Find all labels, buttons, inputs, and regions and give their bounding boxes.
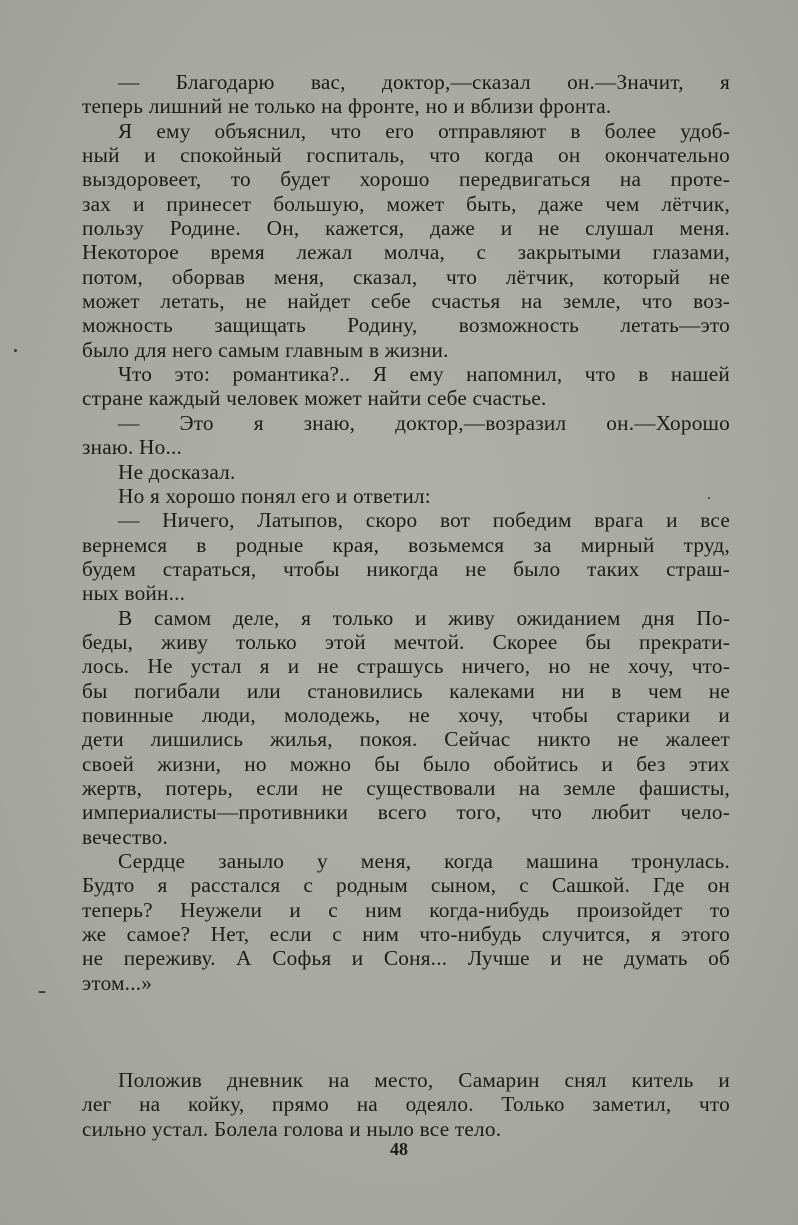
text-line: лось. Не устал я и не страшусь ничего, но не хочу, что- — [82, 654, 730, 679]
text-line: пользу Родине. Он, кажется, даже и не слушал меня. — [82, 216, 730, 241]
text-line: выздоровеет, то будет хорошо передвигаться на проте- — [82, 167, 730, 192]
text-line: Сердце заныло у меня, когда машина тронулась. — [118, 849, 730, 873]
text-line: может летать, не найдет себе счастья на земле, что воз- — [82, 289, 730, 314]
print-speck — [708, 497, 710, 499]
paragraph — [82, 508, 730, 605]
text-line: сильно устал. Болела голова и ныло все тело. — [82, 1116, 502, 1141]
text-line: же самое? Нет, если с ним что-нибудь случится, я этого — [82, 922, 730, 947]
text-line: беды, живу только этой мечтой. Скорее бы прекрати- — [82, 629, 730, 654]
text-line: Будто я расстался с родным сыном, с Сашкой. Где он — [82, 873, 730, 898]
paragraph-gap — [82, 995, 730, 1068]
paragraph — [82, 849, 730, 995]
text-line: вечество. — [82, 824, 168, 849]
text-line: потом, оборвав меня, сказал, что лётчик, который не — [82, 264, 730, 289]
text-line: знаю. Но... — [82, 435, 183, 460]
text-line: зах и принесет большую, может быть, даже чем лётчик, — [82, 191, 730, 216]
paragraph — [82, 411, 730, 460]
text-line: жертв, потерь, если не существовали на земле фашисты, — [82, 775, 730, 800]
text-line: стране каждый человек может найти себе счастье. — [82, 386, 547, 411]
text-line: ных войн... — [82, 581, 186, 606]
print-speck — [38, 991, 46, 993]
body-text — [82, 70, 730, 1141]
text-line: ный и спокойный госпиталь, что когда он окончательно — [82, 143, 730, 168]
text-line: лег на койку, прямо на одеяло. Только заметил, что — [82, 1092, 730, 1117]
text-line: Что это: романтика?.. Я ему напомнил, что в нашей — [118, 362, 730, 387]
page-number: 48 — [390, 1139, 408, 1159]
text-line: будем стараться, чтобы никогда не было таких страш- — [82, 556, 730, 581]
paragraph — [82, 606, 730, 849]
paragraph — [82, 119, 730, 362]
paragraph — [82, 484, 730, 508]
paragraph — [82, 70, 730, 119]
text-line: было для него самым главным в жизни. — [82, 337, 449, 362]
text-line: бы погибали или становились калеками ни в чем не — [82, 678, 730, 703]
text-line: теперь лишний не только на фронте, но и вблизи фронта. — [82, 94, 612, 119]
text-line: этом...» — [82, 970, 153, 995]
text-line: повинные люди, молодежь, не хочу, чтобы старики и — [82, 702, 730, 727]
text-line: Положив дневник на место, Самарин снял китель и — [118, 1068, 730, 1093]
text-line: можность защищать Родину, возможность летать—это — [82, 313, 730, 338]
text-line: империалисты—противники всего того, что любит чело- — [82, 800, 730, 825]
paragraph — [82, 1068, 730, 1141]
text-line: своей жизни, но можно бы было обойтись и без этих — [82, 751, 730, 776]
print-speck — [14, 349, 17, 352]
paragraph — [82, 460, 730, 484]
text-line: Не досказал. — [118, 459, 236, 484]
paragraph — [82, 362, 730, 411]
text-line: не переживу. А Софья и Соня... Лучше и не думать об — [82, 946, 730, 971]
text-line: вернемся в родные края, возьмемся за мирный труд, — [82, 532, 730, 557]
text-line: Некоторое время лежал молча, с закрытыми глазами, — [82, 240, 730, 265]
text-line: — Ничего, Латыпов, скоро вот победим врага и все — [118, 508, 730, 533]
text-line: Но я хорошо понял его и ответил: — [118, 483, 431, 508]
text-line: теперь? Неужели и с ним когда-нибудь произойдет то — [82, 897, 730, 922]
text-line: — Благодарю вас, доктор,—сказал он.—Значит, я — [118, 70, 730, 94]
text-line: — Это я знаю, доктор,—возразил он.—Хорошо — [118, 410, 730, 435]
text-line: В самом деле, я только и живу ожиданием дня По- — [118, 605, 730, 630]
text-line: Я ему объяснил, что его отправляют в более удоб- — [118, 118, 730, 143]
text-line: дети лишились жилья, покоя. Сейчас никто не жалеет — [82, 727, 730, 752]
